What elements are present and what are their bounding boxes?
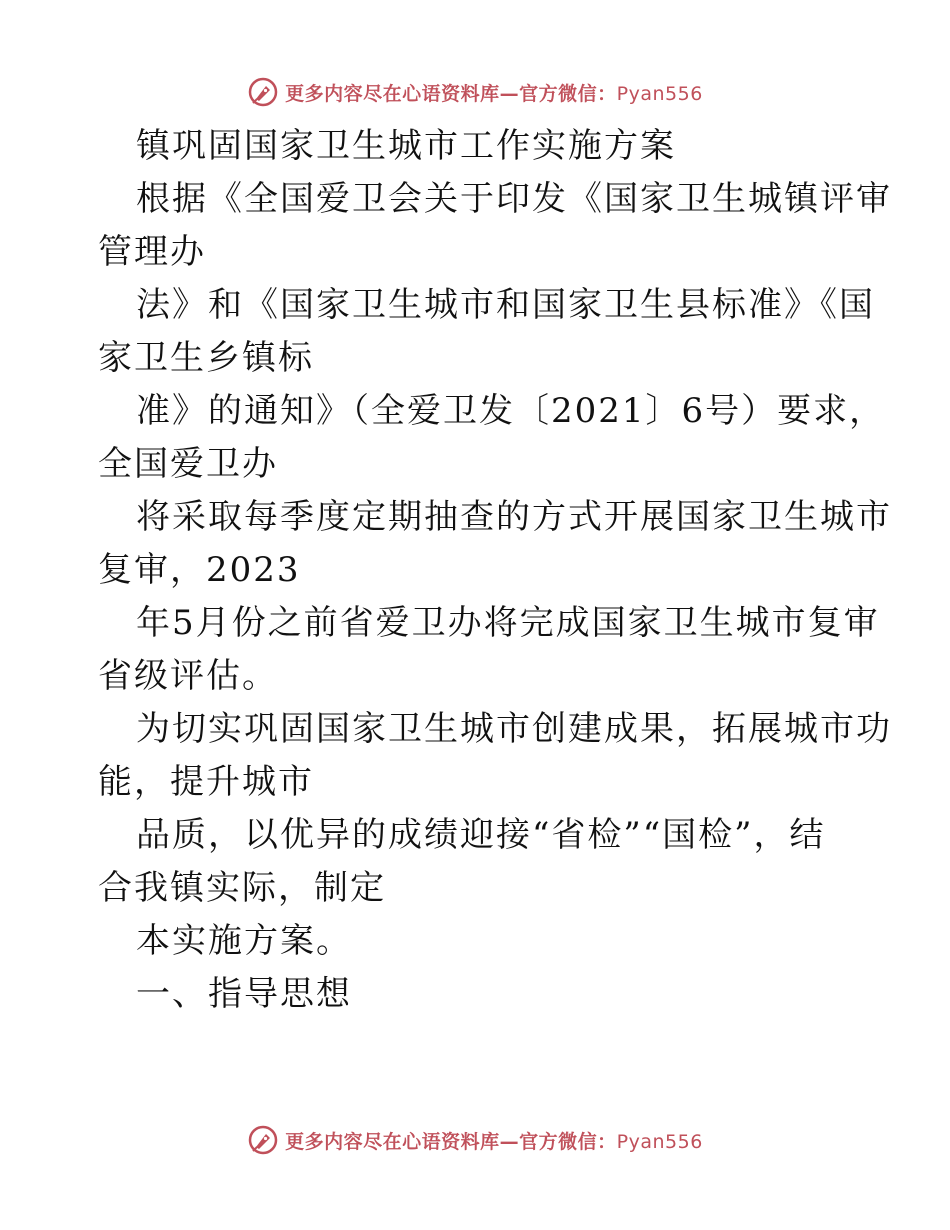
paragraph-line: 复审，2023: [98, 550, 301, 590]
paragraph-line: 合我镇实际，制定: [98, 868, 386, 908]
banner-wechat-id: Pyan556: [616, 1130, 703, 1153]
paragraph-line: 家卫生乡镇标: [98, 338, 314, 378]
banner-slogan: 更多内容尽在心语资料库—官方微信：: [285, 82, 617, 105]
paragraph-line: 全国爱卫办: [98, 444, 278, 484]
paragraph-line: 镇巩固国家卫生城市工作实施方案: [136, 126, 676, 166]
page-footer-banner: [0, 1120, 950, 1160]
paragraph-line: 法》和《国家卫生城市和国家卫生县标准》《国: [136, 285, 875, 325]
paragraph-line: 准》的通知》（全爱卫发〔2021〕6号）要求，: [136, 391, 886, 431]
paragraph-line: 管理办: [98, 232, 206, 272]
document-body: [98, 120, 892, 1021]
paragraph-line: 能，提升城市: [98, 762, 314, 802]
banner-wechat-id: Pyan556: [616, 82, 703, 105]
paragraph-line: 品质，以优异的成绩迎接“省检”“国检”，结: [136, 815, 826, 855]
paragraph-line: 根据《全国爱卫会关于印发《国家卫生城镇评审: [136, 179, 892, 219]
paragraph-line: 为切实巩固国家卫生城市创建成果，拓展城市功: [136, 709, 892, 749]
banner-text: [285, 1127, 703, 1154]
paragraph-line: 年5月份之前省爱卫办将完成国家卫生城市复审: [136, 603, 880, 643]
pen-nib-seal-icon: [247, 1124, 279, 1156]
pen-nib-seal-icon: [247, 76, 279, 108]
paragraph-line: 本实施方案。: [136, 921, 352, 961]
paragraph-line: 一、指导思想: [136, 974, 352, 1014]
banner-slogan: 更多内容尽在心语资料库—官方微信：: [285, 1130, 617, 1153]
page-header-banner: [0, 72, 950, 112]
paragraph-line: 省级评估。: [98, 656, 278, 696]
banner-text: [285, 79, 703, 106]
paragraph-line: 将采取每季度定期抽查的方式开展国家卫生城市: [136, 497, 892, 537]
